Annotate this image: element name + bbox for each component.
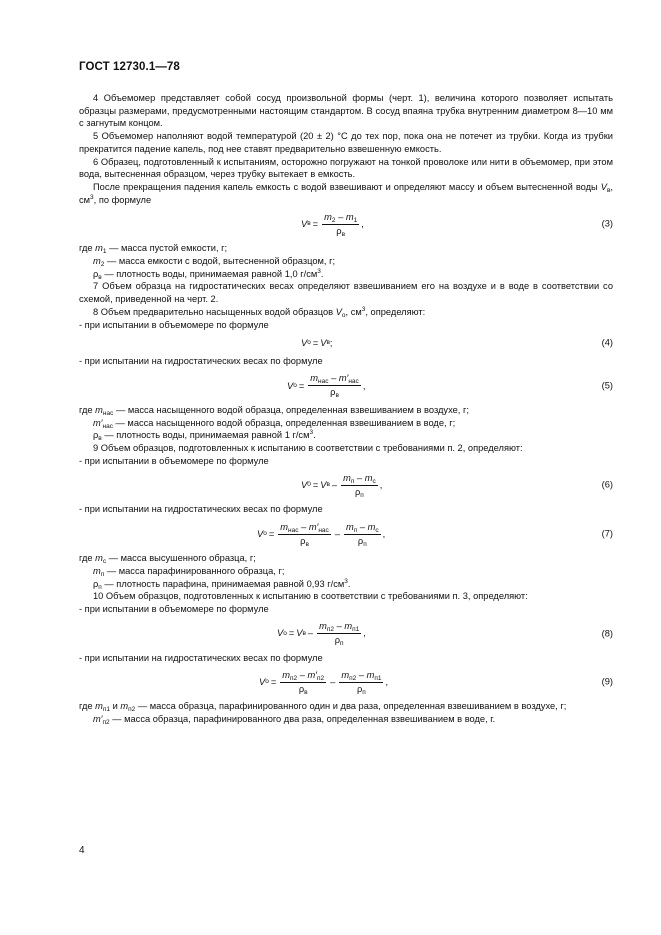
definitions-formula-9: где $m_{п1}$ и $m_{п2}$ — масса образца, парафинированного один и два раза, определенная взвешиванием в воздухе, г; $m'_{п2}$ — масса образца, парафинированного два раза, определенная взвешиванием в воде, г.	[79, 701, 567, 727]
paragraph-8-hydrostatic: - при испытании на гидростатических весах по формуле	[79, 356, 323, 367]
fraction: $\frac{m_{нас} - m'_{нас}}{\rho_в}$	[310, 373, 359, 400]
paragraph-6: 6 Образец, подготовленный к испытаниям, осторожно погружают на тонкой проволоке или нити в объемомер, при этом вода, вытесненная образцом, через трубку вытекает в емкость.	[79, 156, 613, 180]
formula-number: (4)	[601, 337, 613, 348]
fraction: $\frac{m_{п2} - m_{п1}}{\rho_п}$	[319, 621, 360, 648]
formula-number: (9)	[601, 677, 613, 688]
paragraph-10-hydrostatic: - при испытании на гидростатических весах по формуле	[79, 652, 323, 663]
paragraph-7: 7 Объем образца на гидростатических весах определяют взвешиванием его на воздухе и в воде в соответствии со схемой, приведенной на черт. 2.	[79, 281, 613, 305]
formula-5: V о = $\frac{m_{нас} - m'_{нас}}{\rho_в}$ , (5)	[287, 373, 613, 400]
definitions-formula-7: где $m_с$ — масса высушенного образца, г; $m_п$ — масса парафинированного образца, г; $\rho_п$ — плотность парафина, принимаемая равной 0,93 $г/см^3$.	[79, 553, 351, 591]
formula-number: (3)	[601, 218, 613, 229]
fraction: $\frac{m_2 - m_1}{\rho_в}$	[324, 211, 358, 238]
paragraph-6-continuation: После прекращения падения капель емкость с водой взвешивают и определяют массу и объем вытесненной воды $V_в$, $см^3$, по формуле	[79, 181, 613, 205]
formula-number: (7)	[601, 528, 613, 539]
paragraph-9-volumeter: - при испытании в объемомере по формуле	[79, 455, 269, 466]
page-number: 4	[79, 845, 85, 856]
fraction: $\frac{m_{п2} - m_{п1}}{\rho_п}$	[341, 669, 382, 696]
document-header: ГОСТ 12730.1—78	[79, 61, 180, 73]
paragraph-10: 10 Объем образцов, подготовленных к испытанию в соответствии с требованиями п. 3, определяют:	[93, 591, 528, 602]
paragraph-8-volumeter: - при испытании в объемомере по формуле	[79, 319, 269, 330]
definitions-formula-3: где $m_1$ — масса пустой емкости, г; $m_2$ — масса емкости с водой, вытесненной образцом, г; $\rho_в$ — плотность воды, принимаемая равной 1,0 $г/см^3$.	[79, 243, 336, 281]
fraction: $\frac{m_{п2} - m'_{п2}}{\rho_в}$	[282, 669, 325, 696]
formula-9: V о = $\frac{m_{п2} - m'_{п2}}{\rho_в}$ – $\frac{m_{п2} - m_{п1}}{\rho_п}$ , (9)	[259, 669, 613, 696]
paragraph-9: 9 Объем образцов, подготовленных к испытанию в соответствии с требованиями п. 2, определяют:	[93, 443, 523, 454]
formula-number: (6)	[601, 480, 613, 491]
paragraph-4: 4 Объемомер представляет собой сосуд произвольной формы (черт. 1), величина которого позволяет испытать образцы размерами, предусмотренными настоящим стандартом. В сосуд впаяна трубка внутренним диаметром 8—10 мм с загнутым концом.	[79, 93, 613, 129]
formula-7: V о = $\frac{m_{нас} - m'_{нас}}{\rho_в}$ – $\frac{m_п - m_с}{\rho_п}$ , (7)	[257, 521, 613, 548]
formula-6: V 0 = V в – $\frac{m_п - m_с}{\rho_п}$ , (6)	[301, 472, 613, 499]
paragraph-9-hydrostatic: - при испытании на гидростатических весах по формуле	[79, 504, 323, 515]
fraction: $\frac{m_п - m_с}{\rho_п}$	[345, 521, 379, 548]
formula-number: (8)	[601, 628, 613, 639]
formula-8: V о = V в – $\frac{m_{п2} - m_{п1}}{\rho_п}$ , (8)	[277, 621, 613, 648]
fraction: $\frac{m_{нас} - m'_{нас}}{\rho_в}$	[280, 521, 329, 548]
fraction: $\frac{m_п - m_с}{\rho_п}$	[343, 472, 376, 499]
definitions-formula-5: где $m_{нас}$ — масса насыщенного водой образца, определенная взвешиванием в воздухе, г; $m'_{нас}$ — масса насыщенного водой образца, определенная взвешиванием в воде, г; $\rho_в$ — плотность воды, принимаемая равной 1 $г/см^3$.	[79, 404, 469, 443]
paragraph-8: 8 Объем предварительно насыщенных водой образцов $V_о$, $см^3$, определяют:	[93, 305, 426, 319]
paragraph-10-volumeter: - при испытании в объемомере по формуле	[79, 603, 269, 614]
formula-3: V в = $\frac{m_2 - m_1}{\rho_в}$ , (3)	[301, 211, 613, 238]
formula-4: V о = V в ; (4)	[301, 337, 613, 348]
paragraph-5: 5 Объемомер наполняют водой температурой (20 ± 2) °С до тех пор, пока она не потечет из трубки. Когда из трубки прекратится падение капель, под нее ставят предварительно взвешенную емкость.	[79, 131, 613, 154]
document-body	[79, 92, 613, 726]
formula-number: (5)	[601, 380, 613, 391]
